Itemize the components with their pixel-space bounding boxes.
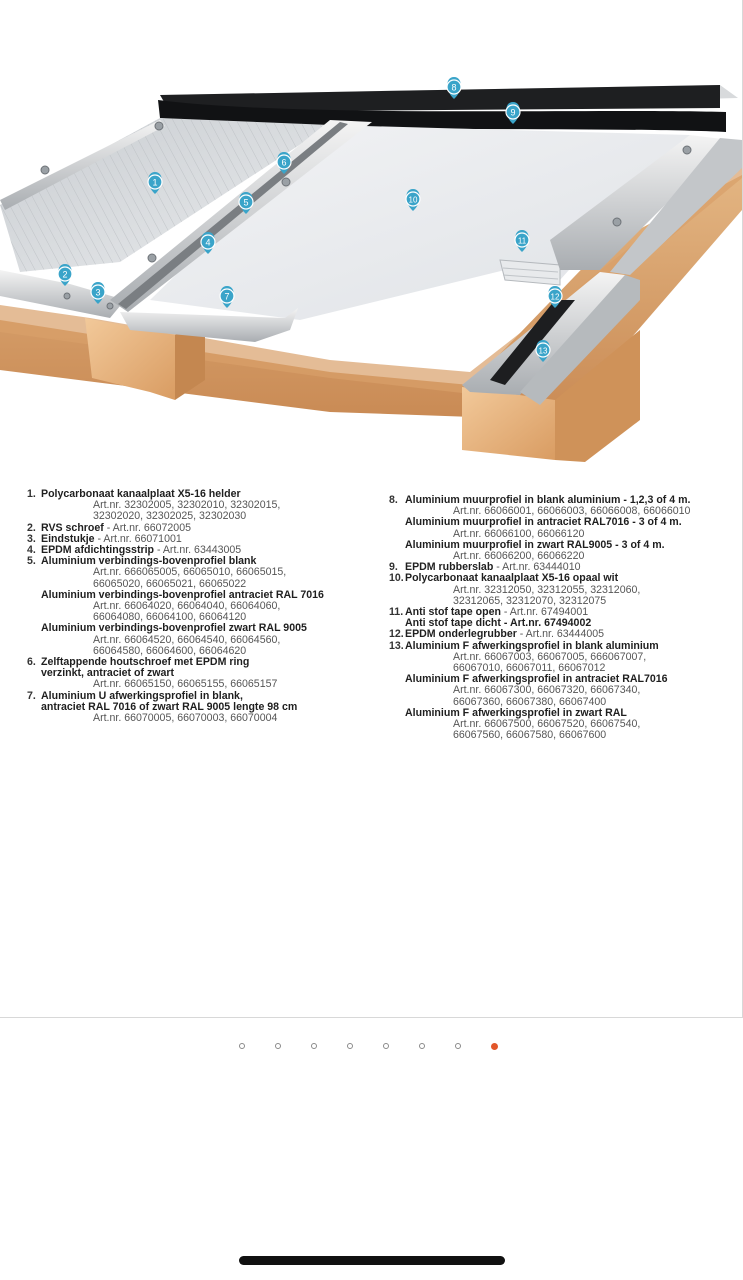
svg-text:9: 9 — [510, 107, 516, 118]
legend-artnr-line: 66067010, 66067011, 66067012 — [453, 662, 606, 675]
legend-artnr-line: 32302020, 32302025, 32302030 — [93, 510, 247, 523]
legend-item-artnr: - Art.nr. 66071001 — [94, 532, 182, 545]
legend-artnr-line: Art.nr. 66066100, 66066120 — [453, 527, 585, 540]
carousel-dot-3[interactable] — [311, 1043, 317, 1049]
legend-artnr-line: 32312065, 32312070, 32312075 — [453, 594, 607, 607]
legend-item-number: 8. — [389, 494, 398, 506]
legend-artnr-line: 66067360, 66067380, 66067400 — [453, 695, 607, 708]
legend-variant-title: Anti stof tape dicht - Art.nr. 67494002 — [405, 617, 592, 630]
legend-item-title: Aluminium muurprofiel in blank aluminium - 1,2,3 of 4 m. — [405, 494, 691, 506]
carousel-dot-2[interactable] — [275, 1043, 281, 1049]
legend-item-title: EPDM rubberslab — [405, 561, 494, 574]
svg-text:13: 13 — [538, 346, 548, 356]
legend-artnr-line: Art.nr. 66064020, 66064040, 66064060, — [93, 600, 281, 613]
legend-item-artnr: - Art.nr. 67494001 — [500, 606, 589, 619]
legend-column-right — [389, 495, 690, 741]
legend-variant-title: Aluminium verbindings-bovenprofiel antraciet RAL 7016 — [41, 588, 324, 601]
legend-item-title: RVS schroef — [41, 521, 104, 534]
legend-item-artnr: - Art.nr. 66072005 — [103, 521, 191, 534]
svg-text:5: 5 — [243, 197, 249, 208]
svg-text:6: 6 — [281, 157, 287, 168]
legend-item-artnr: - Art.nr. 63443005 — [154, 544, 242, 557]
carousel-dot-1[interactable] — [239, 1043, 245, 1049]
legend-variant-title: Aluminium muurprofiel in antraciet RAL7016 - 3 of 4 m. — [405, 516, 682, 529]
legend-item-number: 3. — [27, 532, 36, 545]
legend-item-title-cont: verzinkt, antraciet of zwart — [41, 667, 175, 680]
legend-row — [389, 730, 690, 741]
legend-item-title: Aluminium F afwerkingsprofiel in blank aluminium — [405, 639, 659, 652]
legend-item-number: 10. — [389, 572, 404, 585]
legend-artnr-line: 66064080, 66064100, 66064120 — [93, 611, 247, 624]
legend-item-number: 9. — [389, 561, 398, 574]
svg-text:3: 3 — [95, 287, 101, 298]
legend-artnr-line: Art.nr. 66066200, 66066220 — [453, 550, 585, 563]
legend-item-number: 6. — [27, 656, 36, 669]
legend-item-title: Polycarbonaat kanaalplaat X5-16 helder — [41, 488, 241, 500]
legend-item-title: EPDM onderlegrubber — [405, 628, 517, 641]
svg-text:10: 10 — [408, 195, 418, 205]
legend-item-number: 5. — [27, 555, 36, 568]
legend-variant-title: Aluminium muurprofiel in zwart RAL9005 - 3 of 4 m. — [405, 538, 665, 551]
legend-item-title: Aluminium U afwerkingsprofiel in blank, — [41, 689, 243, 702]
legend-item-number: 12. — [389, 628, 404, 641]
svg-text:2: 2 — [62, 269, 68, 280]
legend-artnr-line: 66065020, 66065021, 66065022 — [93, 577, 247, 590]
legend-item-number: 2. — [27, 521, 36, 534]
legend-item-title: Polycarbonaat kanaalplaat X5-16 opaal wit — [405, 572, 619, 585]
legend-artnr-line: Art.nr. 66067500, 66067520, 66067540, — [453, 718, 641, 731]
legend-artnr-line: Art.nr. 66070005, 66070003, 66070004 — [93, 712, 278, 725]
svg-text:8: 8 — [451, 82, 457, 93]
legend-column-left — [27, 489, 324, 724]
carousel-dot-7[interactable] — [455, 1043, 461, 1049]
svg-text:4: 4 — [205, 237, 211, 248]
legend-variant-title: Aluminium F afwerkingsprofiel in zwart RAL — [405, 706, 627, 719]
legend-artnr-line: Art.nr. 66065150, 66065155, 66065157 — [93, 678, 278, 691]
legend-artnr-line: Art.nr. 66067300, 66067320, 66067340, — [453, 684, 641, 697]
legend-item-title: Zelftappende houtschroef met EPDM ring — [41, 656, 250, 669]
legend-artnr-line: Art.nr. 32302005, 32302010, 32302015, — [93, 499, 281, 512]
legend-item-number: 7. — [27, 689, 36, 702]
legend-item-title: Aluminium verbindings-bovenprofiel blank — [41, 555, 257, 568]
legend-item-artnr: - Art.nr. 63444010 — [493, 561, 581, 574]
svg-text:12: 12 — [550, 292, 560, 302]
legend-artnr-line: Art.nr. 66064520, 66064540, 66064560, — [93, 633, 281, 646]
legend-artnr-line: Art.nr. 66066001, 66066003, 66066008, 66066010 — [453, 505, 691, 518]
legend-item-number: 11. — [389, 606, 404, 619]
home-indicator-bar[interactable] — [239, 1256, 505, 1265]
carousel-dot-4[interactable] — [347, 1043, 353, 1049]
carousel-dot-6[interactable] — [419, 1043, 425, 1049]
legend-artnr-line: Art.nr. 66067003, 66067005, 666067007, — [453, 650, 647, 663]
legend-item-number: 4. — [27, 544, 36, 557]
legend-artnr-line: Art.nr. 32312050, 32312055, 32312060, — [453, 583, 641, 596]
legend-item-artnr: - Art.nr. 63444005 — [516, 628, 605, 641]
svg-text:1: 1 — [152, 177, 158, 188]
roof-construction-illustration — [0, 0, 742, 470]
legend-variant-title: Aluminium verbindings-bovenprofiel zwart RAL 9005 — [41, 622, 307, 635]
legend-item-title: Anti stof tape open — [405, 606, 501, 619]
legend-item-title: EPDM afdichtingsstrip — [41, 544, 155, 557]
legend-artnr-line: 66067560, 66067580, 66067600 — [453, 729, 607, 742]
legend-row — [27, 713, 324, 724]
legend-item-number: 13. — [389, 639, 404, 652]
legend-artnr-line: Art.nr. 666065005, 66065010, 66065015, — [93, 566, 287, 579]
carousel-dot-5[interactable] — [383, 1043, 389, 1049]
legend-item-title-cont: antraciet RAL 7016 of zwart RAL 9005 lengte 98 cm — [41, 700, 298, 713]
carousel-dot-8[interactable] — [491, 1043, 498, 1050]
legend-artnr-line: 66064580, 66064600, 66064620 — [93, 644, 247, 657]
legend-item-title: Eindstukje — [41, 532, 95, 545]
legend-item-number: 1. — [27, 488, 36, 500]
legend-variant-title: Aluminium F afwerkingsprofiel in antraciet RAL7016 — [405, 673, 668, 686]
svg-text:11: 11 — [517, 236, 527, 246]
svg-text:7: 7 — [224, 291, 230, 302]
carousel-page-indicator[interactable] — [0, 1040, 743, 1056]
